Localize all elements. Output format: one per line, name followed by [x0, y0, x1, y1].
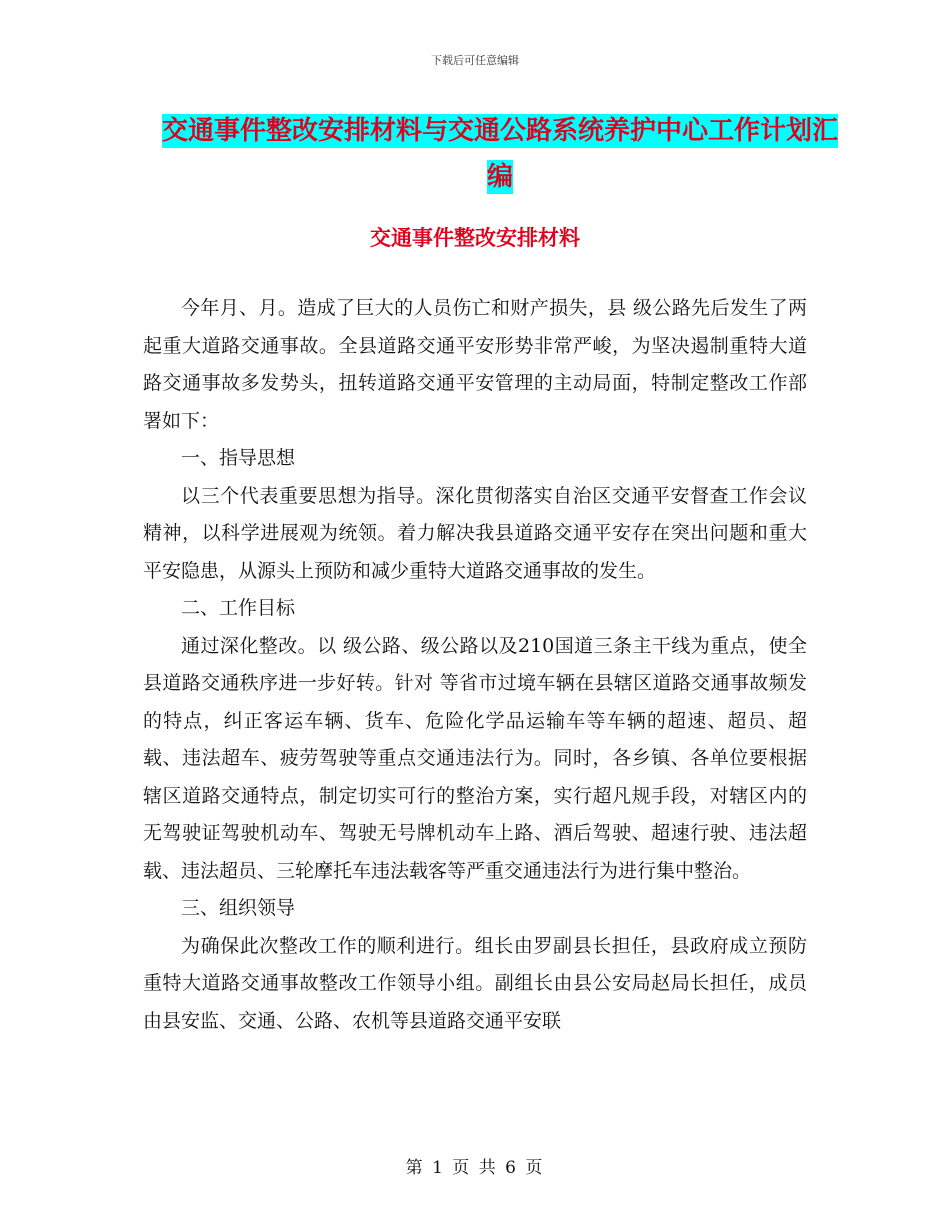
page-header-note: 下载后可任意编辑 — [431, 54, 519, 67]
paragraph: 为确保此次整改工作的顺利进行。组长由罗副县长担任，县政府成立预防重特大道路交通事故整改工作领导小组。副组长由县公安局赵局长担任，成员由县安监、交通、公路、农机等县道路交通平安联 — [143, 934, 807, 1032]
paragraph: 以三个代表重要思想为指导。深化贯彻落实自治区交通平安督查工作会议精神，以科学进展观为统领。着力解决我县道路交通平安存在突出问题和重大平安隐患，从源头上预防和减少重特大道路交通事故的发生。 — [143, 484, 807, 582]
section-title: 交通事件整改安排材料 — [370, 226, 580, 250]
paragraph: 今年月、月。造成了巨大的人员伤亡和财产损失，县 级公路先后发生了两起重大道路交通事故。全县道路交通平安形势非常严峻，为坚决遏制重特大道路交通事故多发势头，扭转道路交通平安管理的主动局面，特制定整改工作部署如下： — [143, 297, 807, 432]
document-body — [143, 290, 807, 1040]
heading-organization: 三、组织领导 — [181, 897, 296, 919]
document-title-text: 交通事件整改安排材料与交通公路系统养护中心工作计划汇编 — [161, 116, 838, 192]
page-number: 第 1 页 共 6 页 — [405, 1158, 545, 1178]
heading-guiding-ideology: 一、指导思想 — [181, 447, 296, 469]
heading-work-goals: 二、工作目标 — [181, 597, 296, 619]
paragraph: 通过深化整改。以 级公路、级公路以及210国道三条主干线为重点，使全县道路交通秩序进一步好转。针对 等省市过境车辆在县辖区道路交通事故频发的特点，纠正客运车辆、货车、危险化学品运输车等车辆的超速、超员、超载、违法超车、疲劳驾驶等重点交通违法行为。同时，各乡镇、各单位要根据辖区道路交通特点，制定切实可行的整治方案，实行超凡规手段，对辖区内的无驾驶证驾驶机动车、驾驶无号牌机动车上路、酒后驾驶、超速行驶、违法超载、违法超员、三轮摩托车违法载客等严重交通违法行为进行集中整治。 — [143, 634, 807, 882]
document-title — [160, 108, 840, 200]
